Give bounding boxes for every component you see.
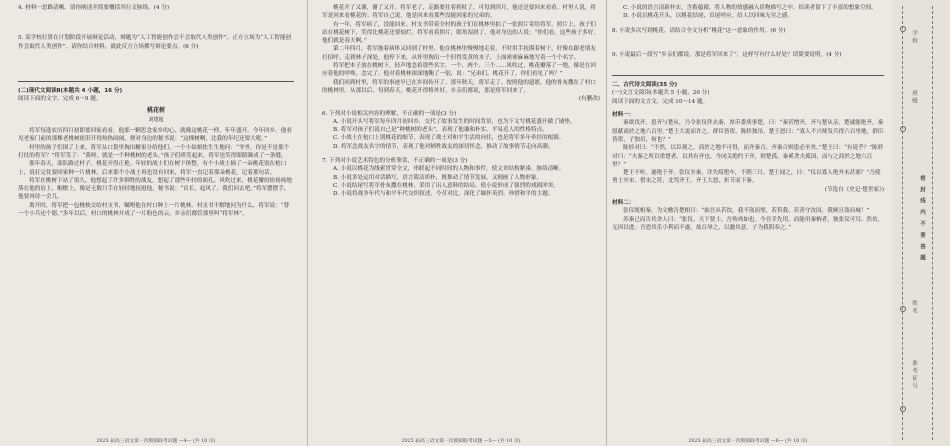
option: D. 小说以桃花开头，以桃花结尾，首尾呼应，给人以回味无穷之感。 — [623, 13, 794, 20]
page-footer: 2025 届高三语文第一次模拟联考试题 —5— (共 10 页) — [401, 439, 521, 444]
exam-id-label: 准考证号 — [911, 360, 917, 390]
paragraph: 将军在桃树下站了很久，他想起了许多牺牲的战友，想起了那些年轻的面孔。风吹过来，桃花瓣纷纷扬扬地落在他的肩上、帽檐上，像是无数只手在轻轻地抚慰他。秘书说：“首长，起风了，我们回去吧。”将军摆摆手，他要再待一会儿。 — [18, 177, 292, 201]
seal-line — [902, 6, 903, 440]
school-label: 学校 — [911, 30, 917, 45]
page-column-4 — [18, 4, 294, 436]
paragraph: 那年春天，部队路过村子，桃花开得正艳。年轻的战士们在树下休整，有个小战士摘了一朵桃花别在枪口上，说打完仗要回家种一片桃林。后来那个小战士再也没有回来，将军一直记着那朵桃花，记着那句话。 — [18, 161, 287, 176]
paragraph: 离开时，将军把一包桃核交给村支书，嘱咐他在村口种上一片桃林。村支书不解地问为什么，将军说：“替一个小兵还个愿。”多年以后，村口的桃林开成了一片粉色的云，乡亲们都管那里叫“将军林”。 — [18, 202, 290, 218]
article-title: 桃花树 — [146, 107, 165, 115]
question-9: 9. 小说最后一段写“乡亲们都说，那是将军回来了”，这样写有什么好处？请简要说明。(4 分) — [612, 51, 842, 58]
question-5: 5. 某学校打算在计划阶段开展辩论活动，辩题为“人工智能创作会不会取代人类创作”。正方立场为“人工智能创作会取代人类创作”。请你结合材料，就此反方立场撰写辩论要点。(6 分) — [18, 35, 292, 50]
binding-hole — [900, 406, 906, 412]
classical-paragraph: 楚王不听，遂绝于齐。张仪至秦，详失绥堕车，不朝三月。楚王闻之，曰：“仪以寡人绝齐未甚邪？”乃使勇士至宋，借宋之符，北骂齐王。齐王大怒，折节而下秦。 — [612, 170, 881, 185]
page-footer: 2025 届高三语文第一次模拟联考试题 —4— (共 10 页) — [96, 439, 216, 444]
option: C. 小说结尾写将军骨灰撒在桃林，采用了出人意料的结局，使小说形成了强烈的戏剧冲突。 — [333, 182, 559, 189]
option: B. 将军对孩子们说自己是“种桃树的老头”，表现了他谦和朴实、平易近人的性格特点。 — [333, 127, 548, 134]
divider — [18, 81, 294, 82]
page-column-5 — [322, 4, 600, 436]
subsection-title: (一)文言文阅读(本题共 5 小题，20 分) — [612, 90, 710, 97]
paragraph: 我们回到村里，将军的事迹早已在乡间传开了。那年秋天，将军走了。按照他的遗愿，他的骨灰撒在了村口的桃林里。从那以后，每到春天，桃花开得格外好，乡亲们都说，那是将军回来了。 — [322, 79, 596, 94]
paragraph: 有一年，将军病了，没能回来。村支书带着全村的孩子们在桃林里拍了一张照片寄给将军。照片上，孩子们站在桃花树下，笑得比桃花还要灿烂。将军看着照片，眼角湿润了，他对身边的人说：“你们看，这些孩子多好，他们就是春天啊。” — [322, 21, 599, 45]
fold-line — [606, 0, 607, 446]
paragraph: 将军把本子放在桃树下，轻声地念着那些名字，一个、两个、三个……风吹过，桃花瓣落了一地，像是在回应着他的呼唤。念完了，他对着桃林深深地鞠了一躬，说：“兄弟们，桃花开了，你们看见了吗？” — [322, 63, 596, 78]
page-footer: 2025 届高三语文第一次模拟联考试题 —6— (共 10 页) — [688, 439, 808, 444]
paragraph: 村里的孩子们围了上来，将军从口袋里掏出糖果分给他们。一个小姑娘怯生生地问：“爷爷，你是不是那个打仗的将军？”将军笑了：“我呀，就是一个种桃树的老头。”孩子们哄笑起来，将军也笑得眼睛眯成了一条缝。 — [18, 144, 290, 159]
option: D. 将军念战友名字的情节，表现了他对牺牲战友的深切怀念，推动了故事情节走向高潮。 — [333, 143, 554, 150]
material-2-title: 材料二： — [612, 200, 635, 207]
classical-paragraph: 秦欲伐齐，患齐与楚从，乃令张仪佯去秦，厚币委质事楚，曰：“秦甚憎齐，齐与楚从亲，楚诚能绝齐，秦愿献商於之地六百里。”楚王大说而许之。群臣皆贺，陈轸独吊。楚王怒曰：“寡人不兴师发兵得六百里地，群臣皆贺，子独吊，何也？” — [612, 120, 884, 143]
option: A. 小说以桃花为线索贯穿全文，串联起不同时间的人物和事件，使文章结构紧凑、脉络清晰。 — [333, 166, 565, 173]
section-title: (二)现代文阅读Ⅱ(本题共 4 小题，16 分) — [18, 87, 123, 94]
class-label: 班级 — [911, 90, 917, 105]
binding-hole — [900, 126, 906, 132]
classical-paragraph: 苏秦已而告其舍人曰：“张仪，天下贤士，吾殆弗如也。今吾幸先用，而能用秦柄者，独张仪可耳。然贫，无因以进。吾恐其乐小利而不遂，故召辱之，以激其意。子为我阴奉之。” — [612, 216, 884, 231]
binding-hole — [900, 26, 906, 32]
option: A. 小说开头写将军每年四月初回乡，交代了故事发生的时间背景，也为下文写桃花盛开做了铺垫。 — [333, 118, 576, 125]
name-label: 姓名 — [911, 300, 917, 315]
page-column-6 — [612, 4, 884, 436]
footer-wrap-2 — [322, 436, 600, 446]
section-title: 二、古代诗文阅读(35 分) — [612, 82, 678, 89]
source-note: (有删改) — [578, 96, 600, 103]
paragraph: 第二年四月，将军拖着病体又回到了村里。他在桃林里慢慢地走着，不时用手抚摸着树干，好像在跟老朋友打招呼。走到林子深处，他停下来，从怀里掏出一个旧得发黄的本子，上面密密麻麻地写着一个个名字。 — [322, 46, 596, 61]
instruction: 阅读下面的文言文，完成 10～14 题。 — [612, 98, 709, 105]
article-author: 刘建超 — [148, 116, 164, 123]
paragraph: 将军每逢农历四月初即要回家看看，他那一颗思念家乡的心，就像这桃花一样，年年盛开。今年回乡，他看见老家门前的那棵老桃树依旧开得热热闹闹，便对身边的秘书说：“这棵树啊，比我的年纪还要大呢。” — [18, 128, 292, 143]
paragraph: 桃花开了又谢，谢了又开。将军老了，走路要拄着拐杖了，可每到四月，他还是要回来看看。村里人说，将军是回来看桃花的；将军自己说，他是回来看那些没能回家的兄弟的。 — [322, 5, 596, 20]
question-8: 8. 小说多次写到桃花，请结合全文分析“桃花”这一意象的作用。(6 分) — [612, 27, 786, 34]
divider — [612, 75, 884, 76]
option: B. 小说多处运用对话描写，语言简洁质朴，既推动了情节发展，又刻画了人物形象。 — [333, 174, 543, 181]
instruction: 阅读下面的文字，完成 6～9 题。 — [18, 96, 102, 103]
option: C. 小战士在枪口上别桃花的细节，表现了战士对和平生活的向往，也是将军多年牵挂的根源。 — [333, 135, 565, 142]
seal-line — [932, 6, 933, 440]
fold-line — [307, 0, 308, 446]
binding-hole — [900, 306, 906, 312]
question-6: 6. 下列对小说相关内容的理解，不正确的一项是(3 分) — [322, 110, 457, 117]
source-note: (节选自《史记·楚世家》) — [824, 186, 884, 193]
option: D. 小说将战争年代与和平年代交织叙述，今昔对比，深化了缅怀英烈、珍惜和平的主题。 — [333, 191, 554, 198]
material-1-title: 材料一： — [612, 112, 635, 119]
classical-paragraph: 陈轸对曰：“不然，以臣观之，商於之地不可得，而齐秦合，齐秦合则患必至矣。”楚王曰：“有说乎？”陈轸对曰：“夫秦之所以重楚者，以其有齐也。今闭关绝约于齐，则楚孤。秦奚贪夫孤国，而与之商於之地六百里？” — [612, 145, 884, 168]
seal-warning: 密 封 线 内 不 要 答 题 — [919, 175, 925, 263]
option: C. 小说的语言清新朴实，含蓄蕴藉，将人物的情感融入景物描写之中，给读者留下了丰富的想象空间。 — [623, 5, 877, 11]
question-7: 7. 下列对小说艺术特色的分析鉴赏，不正确的一项是(3 分) — [322, 158, 468, 165]
classical-paragraph: 张仪既相秦，为文檄告楚相曰：“始吾从若饮，我不盗而璧，若笞我。若善守汝国，我顾且盗而城！” — [623, 208, 870, 215]
footer-wrap-3 — [612, 436, 884, 446]
footer-wrap-1 — [18, 436, 294, 446]
question-4: 4. 材料一思路清晰，请你阐述并简要概括其行文脉络。(4 分) — [18, 5, 170, 11]
binding-strip — [892, 0, 950, 446]
